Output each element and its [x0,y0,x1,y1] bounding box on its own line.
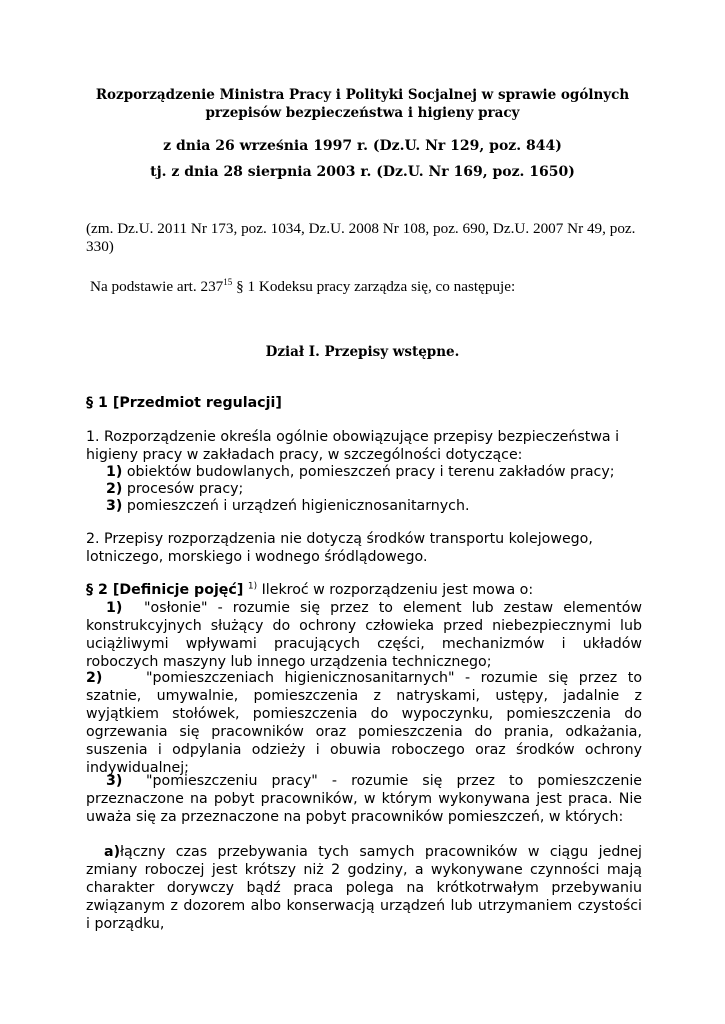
document-consolidated-line: tj. z dnia 28 sierpnia 2003 r. (Dz.U. Nr 169, poz. 1650) [150,164,575,180]
legal-basis-text: Na podstawie art. 237 [90,278,224,295]
list-item-number: 2) [106,481,123,497]
definition-number: 1) [106,600,123,616]
definition-number: 3) [106,773,123,789]
section-1-heading: § 1 [Przedmiot regulacji] [86,395,282,411]
section-1-list-item [106,463,642,481]
document-date-line: z dnia 26 września 1997 r. (Dz.U. Nr 129, poz. 844) [163,138,562,154]
chapter-heading: Dział I. Przepisy wstępne. [265,344,460,360]
list-item-number: 3) [106,498,123,514]
amendments-note: (zm. Dz.U. 2011 Nr 173, poz. 1034, Dz.U. 2008 Nr 108, poz. 690, Dz.U. 2007 Nr 49, poz. 330) [86,220,636,255]
section-1-list-item [106,497,642,515]
definition-text: "pomieszczeniu pracy" - rozumie się przez to pomieszczenie przeznaczone na pobyt pracowników, w którym wykonywana jest praca. Nie uważa się za przeznaczone na pobyt pracowników pomieszczeń, w których: [86,773,642,825]
definition-text: "osłonie" - rozumie się przez to element lub zestaw elementów konstrukcyjnych służący do ochrony człowieka przed niebezpiecznymi lub uciążliwymi wpływami pracujących części, mechanizmów i układów roboczych maszyny lub innego urządzenia technicznego; [86,600,642,670]
list-item-text: obiektów budowlanych, pomieszczeń pracy i terenu zakładów pracy; [126,464,615,480]
section-2-intro [86,581,642,599]
section-2-heading: § 2 [Definicje pojęć] [86,582,244,598]
section-1-list-item [106,480,642,498]
subitem-text: łączny czas przebywania tych samych pracowników w ciągu jednej zmiany roboczej jest krótszy niż 2 godziny, a wykonywane czynności mają charakter dorywczy bądź praca polega na krótkotrwałym przebywaniu związanym z dozorem albo konserwacją urządzeń lub utrzymaniem czystości i porządku, [86,844,642,932]
legal-basis-superscript: 15 [223,276,233,287]
legal-basis [90,278,646,296]
definition-subitem [86,843,642,933]
definition-item [86,772,642,826]
definition-item [86,599,642,671]
subitem-letter: a) [104,844,121,860]
legal-basis-text-end: § 1 Kodeksu pracy zarządza się, co następuje: [232,278,516,295]
definition-text: "pomieszczeniach higienicznosanitarnych" - rozumie się przez to szatnie, umywalnie, pomieszczenia z natryskami, ustępy, jadalnie z wyjątkiem stołówek, pomieszczenia do wypoczynku, pomieszczenia do ogrzewania się pracowników oraz pomieszczenia do prania, odkażania, suszenia i odpylania odzieży i obuwia roboczego oraz środków ochrony indywidualnej; [86,670,642,776]
section-1-paragraph-2: 2. Przepisy rozporządzenia nie dotyczą środków transportu kolejowego, lotniczego, morskiego i wodnego śródlądowego. [86,531,593,565]
section-2-intro-text: Ilekroć w rozporządzeniu jest mowa o: [257,582,534,598]
document-title: Rozporządzenie Ministra Pracy i Polityki Socjalnej w sprawie ogólnych przepisów bezpieczeństwa i higieny pracy [95,87,630,121]
list-item-text: pomieszczeń i urządzeń higienicznosanitarnych. [126,498,470,514]
definition-item [86,669,642,777]
list-item-text: procesów pracy; [126,481,244,497]
definition-number: 2) [86,670,103,686]
list-item-number: 1) [106,464,123,480]
footnote-marker: 1) [247,581,258,592]
section-1-paragraph-1: 1. Rozporządzenie określa ogólnie obowiązujące przepisy bezpieczeństwa i higieny pracy w zakładach pracy, w szczególności dotyczące: [86,429,620,463]
